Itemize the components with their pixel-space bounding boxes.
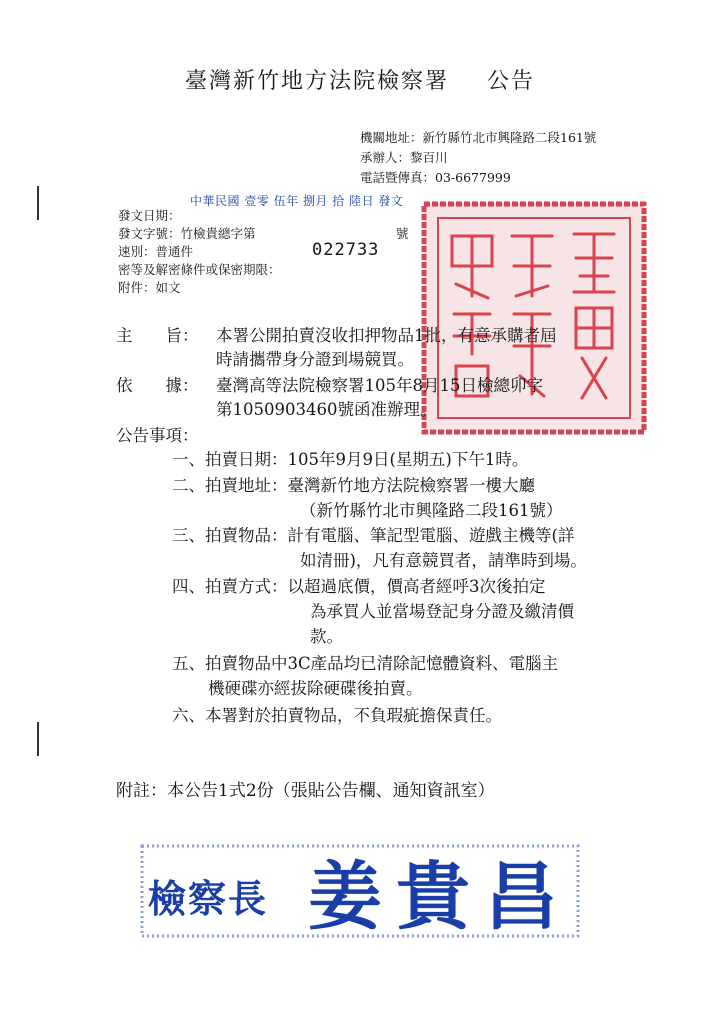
notice-item-4-cont: 為承買人並當場登記身分證及繳清價 [310,602,574,621]
doc-number-suffix: 號 [396,226,409,241]
issue-date-stamp: 中華民國 壹零 伍年 捌月 拾 陸日 發文 [190,194,404,208]
notice-item-5: 五、拍賣物品中3C產品均已清除記憶體資料、電腦主 [172,654,559,673]
notice-item-3-cont: 如清冊)，凡有意競買者，請準時到場。 [300,551,587,570]
notice-item-1: 一、拍賣日期：105年9月9日(星期五)下午1時。 [172,450,529,469]
doc-number-label: 發文字號：竹檢貴總字第 [118,226,256,241]
issue-date-label: 發文日期： [118,208,181,223]
agency-address: 機關地址：新竹縣竹北市興隆路二段161號 [360,130,597,145]
notice-item-4: 四、拍賣方式：以超過底價，價高者經呼3次後拍定 [172,577,546,596]
svg-text:姜貴昌: 姜貴昌 [308,854,572,940]
notice-item-2: 二、拍賣地址：臺灣新竹地方法院檢察署一樓大廳 [172,476,535,495]
secrecy-class: 密等及解密條件或保密期限： [118,262,281,277]
svg-text:檢察長: 檢察長 [148,876,269,921]
speed-class: 速別：普通件 [118,244,194,259]
subject-line-2: 時請攜帶身分證到場競買。 [216,350,414,369]
basis-line-2: 第1050903460號函准辦理。 [216,400,437,419]
director-signature-seal [140,840,580,940]
attachment: 附件：如文 [118,280,181,295]
notice-item-5-cont: 機硬碟亦經拔除硬碟後拍賣。 [208,679,423,698]
doc-number-value: 022733 [312,240,380,260]
official-seal [416,196,652,440]
basis-label: 依 據： [116,376,199,395]
remark: 附註：本公告1式2份（張貼公告欄、通知資訊室） [116,781,495,801]
notice-label: 公告事項： [116,426,199,445]
agency-name: 臺灣新竹地方法院檢察署 [184,69,449,94]
basis-line-1: 臺灣高等法院檢察署105年8月15日檢總卯字 [216,376,543,395]
notice-item-3: 三、拍賣物品：計有電腦、筆記型電腦、遊戲主機等(詳 [172,526,575,545]
agency-phone: 電話暨傳真：03-6677999 [360,170,511,185]
subject-label: 主 旨： [116,326,199,345]
doc-type: 公告 [487,69,536,94]
agency-handler: 承辦人：黎百川 [360,150,448,165]
notice-item-4-cont-2: 款。 [310,627,343,646]
margin-line-top [37,186,39,220]
notice-item-6: 六、本署對於拍賣物品，不負瑕疵擔保責任。 [172,706,502,725]
notice-item-2-cont: （新竹縣竹北市興隆路二段161號） [300,501,563,520]
document-title [0,64,720,95]
margin-line-bottom [37,722,39,756]
subject-line-1: 本署公開拍賣沒收扣押物品1批，有意承購者屆 [216,326,557,345]
